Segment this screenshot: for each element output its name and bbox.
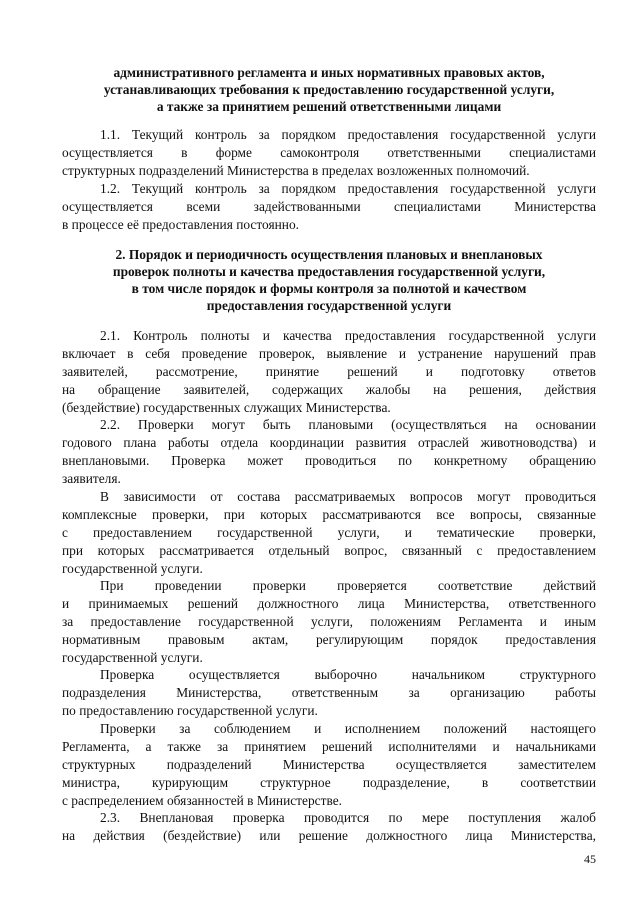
- text-line: внеплановыми. Проверка может проводиться по конкретному обращению: [62, 452, 596, 468]
- text-line: При проведении проверки проверяется соответствие действий: [100, 578, 596, 593]
- heading-line: устанавливающих требования к предоставлению государственной услуги,: [103, 82, 555, 97]
- heading-line: предоставления государственной услуги: [206, 298, 452, 313]
- text-line: структурных подразделений Министерства в пределах возложенных полномочий.: [62, 162, 530, 178]
- text-line: В зависимости от состава рассматриваемых вопросов могут проводиться: [100, 489, 596, 504]
- text-line: на обращение заявителей, содержащих жалобы на решения, действия: [62, 381, 596, 397]
- text-line: Проверки за соблюдением и исполнением положений настоящего: [100, 721, 596, 736]
- text-line: с распределением обязанностей в Министерстве.: [62, 792, 343, 808]
- text-line: заявителя.: [62, 470, 121, 486]
- text-line: структурных подразделений Министерства осуществляется заместителем: [62, 756, 596, 772]
- paragraph-2-2: [62, 416, 596, 488]
- text-line: осуществляется всеми задействованными специалистами Министерства: [62, 198, 596, 214]
- text-line: в процессе её предоставления постоянно.: [62, 216, 300, 232]
- text-line: при которых рассматривается отдельный вопрос, связанный с предоставлением: [62, 542, 596, 558]
- text-line: комплексные проверки, при которых рассматриваются все вопросы, связанные: [62, 506, 596, 522]
- paragraph-dependency: [62, 488, 596, 577]
- text-line: заявителей, рассмотрение, принятие решений и подготовку ответов: [62, 363, 596, 379]
- text-line: годового плана работы отдела координации развития отраслей животноводства) и: [62, 434, 596, 450]
- paragraph-1-2: [62, 180, 596, 234]
- text-line: 2.1. Контроль полноты и качества предоставления государственной услуги: [100, 328, 596, 343]
- text-line: подразделения Министерства, ответственным за организацию работы: [62, 684, 596, 700]
- page-number: 45: [584, 852, 596, 866]
- heading-line: в том числе порядок и формы контроля за полнотой и качеством: [131, 281, 527, 296]
- heading-line: 2. Порядок и периодичность осуществления плановых и внеплановых: [115, 247, 543, 262]
- paragraph-2-1: [62, 327, 596, 416]
- text-line: и принимаемых решений должностного лица Министерства, ответственного: [62, 595, 596, 611]
- text-line: 1.1. Текущий контроль за порядком предоставления государственной услуги: [100, 127, 596, 142]
- text-line: с предоставлением государственной услуги, и тематические проверки,: [62, 524, 596, 540]
- text-line: 1.2. Текущий контроль за порядком предоставления государственной услуги: [100, 181, 596, 196]
- text-line: нормативным правовым актам, регулирующим порядок предоставления: [62, 631, 596, 647]
- heading-line: проверок полноты и качества предоставления государственной услуги,: [112, 264, 546, 279]
- heading-line: а также за принятием решений ответственными лицами: [156, 99, 502, 114]
- text-line: (бездействие) государственных служащих Министерства.: [62, 399, 391, 415]
- section-heading-1: [62, 64, 596, 115]
- text-line: государственной услуги.: [62, 649, 203, 665]
- paragraph-2-3: [62, 809, 596, 845]
- text-line: 2.2. Проверки могут быть плановыми (осуществляться на основании: [100, 417, 596, 432]
- paragraph-check: [62, 666, 596, 720]
- paragraph-conduct: [62, 577, 596, 666]
- text-line: 2.3. Внеплановая проверка проводится по мере поступления жалоб: [100, 810, 596, 825]
- paragraph-1-1: [62, 126, 596, 180]
- text-line: министра, курирующим структурное подразделение, в соответствии: [62, 774, 596, 790]
- text-line: Проверка осуществляется выборочно начальником структурного: [100, 667, 596, 682]
- paragraph-compliance: [62, 720, 596, 809]
- text-line: на действия (бездействие) или решение должностного лица Министерства,: [62, 827, 596, 843]
- text-line: включает в себя проведение проверок, выявление и устранение нарушений прав: [62, 345, 596, 361]
- text-line: за предоставление государственной услуги, положениям Регламента и иным: [62, 613, 596, 629]
- text-line: Регламента, а также за принятием решений исполнителями и начальниками: [62, 738, 596, 754]
- heading-line: административного регламента и иных нормативных правовых актов,: [113, 65, 545, 80]
- section-heading-2: [62, 246, 596, 314]
- text-line: по предоставлению государственной услуги.: [62, 702, 318, 718]
- text-line: осуществляется в форме самоконтроля ответственными специалистами: [62, 144, 596, 160]
- text-line: государственной услуги.: [62, 560, 203, 576]
